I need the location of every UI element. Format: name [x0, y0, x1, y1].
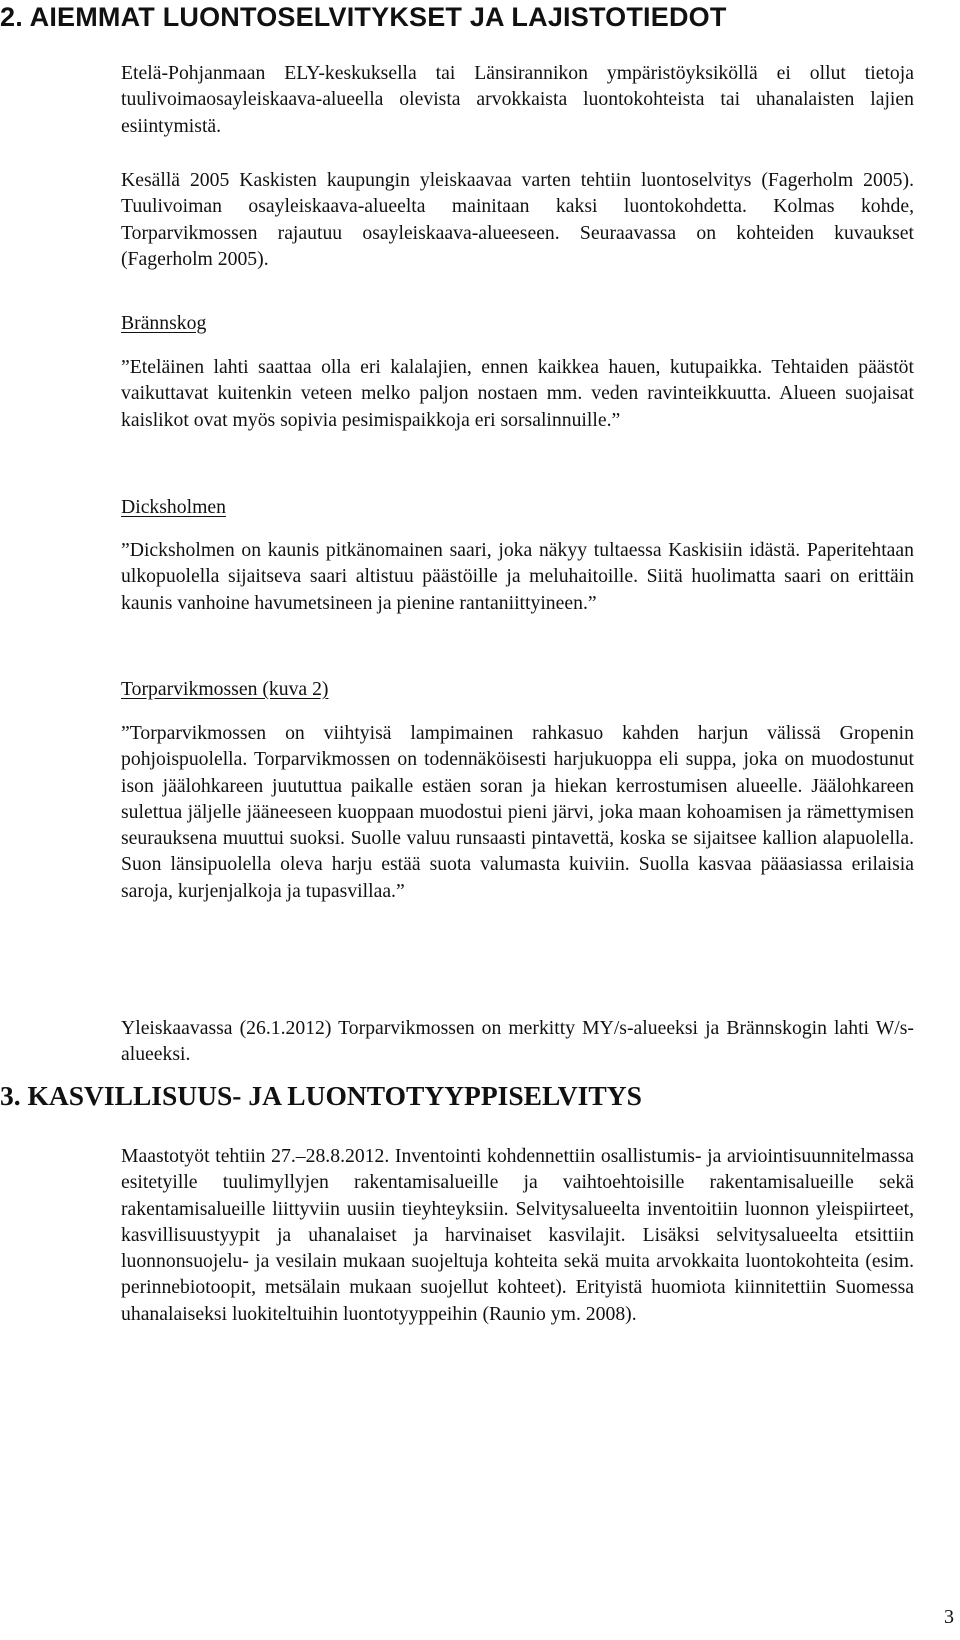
section-2-heading: 2. AIEMMAT LUONTOSELVITYKSET JA LAJISTOTIEDOT	[0, 2, 727, 32]
site-heading-torparvikmossen: Torparvikmossen (kuva 2)	[121, 678, 329, 700]
site-heading-dicksholmen: Dicksholmen	[121, 496, 226, 518]
site-description-brannskog: ”Eteläinen lahti saattaa olla eri kalalajien, ennen kaikkea hauen, kutupaikka. Tehtaiden päästöt vaikuttavat kuitenkin veteen melko paljon nostaen mm. veden ravinteikkuutta. Alueen suojaisat kaislikot ovat myös sopivia pesimispaikkoja eri sorsalinnuille.”	[121, 356, 914, 431]
yleiskaava-paragraph: Yleiskaavassa (26.1.2012) Torparvikmossen on merkitty MY/s-alueeksi ja Brännskogin lahti W/s-alueeksi.	[121, 1017, 914, 1066]
section-3-paragraph: Maastotyöt tehtiin 27.–28.8.2012. Inventointi kohdennettiin osallistumis- ja arviointisuunnitelmassa esitetyille tuulimyllyjen rakentamisalueille ja vaihtoehtoisille rakentamisalueille sekä rakentamisalueille liittyviin uusiin tieyhteyksiin. Selvitysalueelta inventoitiin luonnon yleispiirteet, kasvillisuustyypit ja uhanalaiset ja harvinaiset kasvilajit. Lisäksi selvitysalueelta etsittiin luonnonsuojelu- ja vesilain mukaan suojeltuja kohteita sekä muita arvokkaita luontokohteita (esim. perinnebiotoopit, metsälain mukaan suojellut kohteet). Erityistä huomiota kiinnitettiin Suomessa uhanalaiseksi luokiteltuihin luontotyyppeihin (Raunio ym. 2008).	[121, 1145, 914, 1325]
section-3-heading: 3. KASVILLISUUS- JA LUONTOTYYPPISELVITYS	[0, 1080, 642, 1111]
site-description-torparvikmossen: ”Torparvikmossen on viihtyisä lampimainen rahkasuo kahden harjun välissä Gropenin pohjoispuolella. Torparvikmossen on todennäköisesti harjukuoppa eli suppa, joka on muodostunut ison jäälohkareen juututtua paikalle estäen soran ja hiekan kerrostumisen alueelle. Jäälohkareen sulettua jäljelle jääneeseen kuoppaan muodostui pieni järvi, joka maan kohoamisen ja rämettymisen seurauksena muuttui suoksi. Suolle valuu runsaasti pintavettä, koska se sijaitsee kallion alapuolella. Suon länsipuolella oleva harju estää suota valumasta kuiviin. Suolla kasvaa pääasiassa erilaisia saroja, kurjenjalkoja ja tupasvillaa.”	[121, 722, 914, 902]
site-heading-brannskog: Brännskog	[121, 312, 207, 334]
page-number: 3	[944, 1606, 954, 1628]
site-description-dicksholmen: ”Dicksholmen on kaunis pitkänomainen saari, joka näkyy tultaessa Kaskisiin idästä. Paperitehtaan ulkopuolella sijaitseva saari altistuu päästöille ja meluhaitoille. Siitä huolimatta saari on erittäin kaunis vanhoine havumetsineen ja pienine rantaniittyineen.”	[121, 539, 914, 614]
kaskinen-paragraph: Kesällä 2005 Kaskisten kaupungin yleiskaavaa varten tehtiin luontoselvitys (Fagerholm 2005). Tuulivoiman osayleiskaava-alueelta mainitaan kaksi luontokohdetta. Kolmas kohde, Torparvikmossen rajautuu osayleiskaava-alueeseen. Seuraavassa on kohteiden kuvaukset (Fagerholm 2005).	[121, 169, 914, 270]
intro-paragraph: Etelä-Pohjanmaan ELY-keskuksella tai Länsirannikon ympäristöyksiköllä ei ollut tietoja tuulivoimaosayleiskaava-alueella olevista arvokkaista luontokohteista tai uhanalaisten lajien esiintymistä.	[121, 62, 914, 137]
